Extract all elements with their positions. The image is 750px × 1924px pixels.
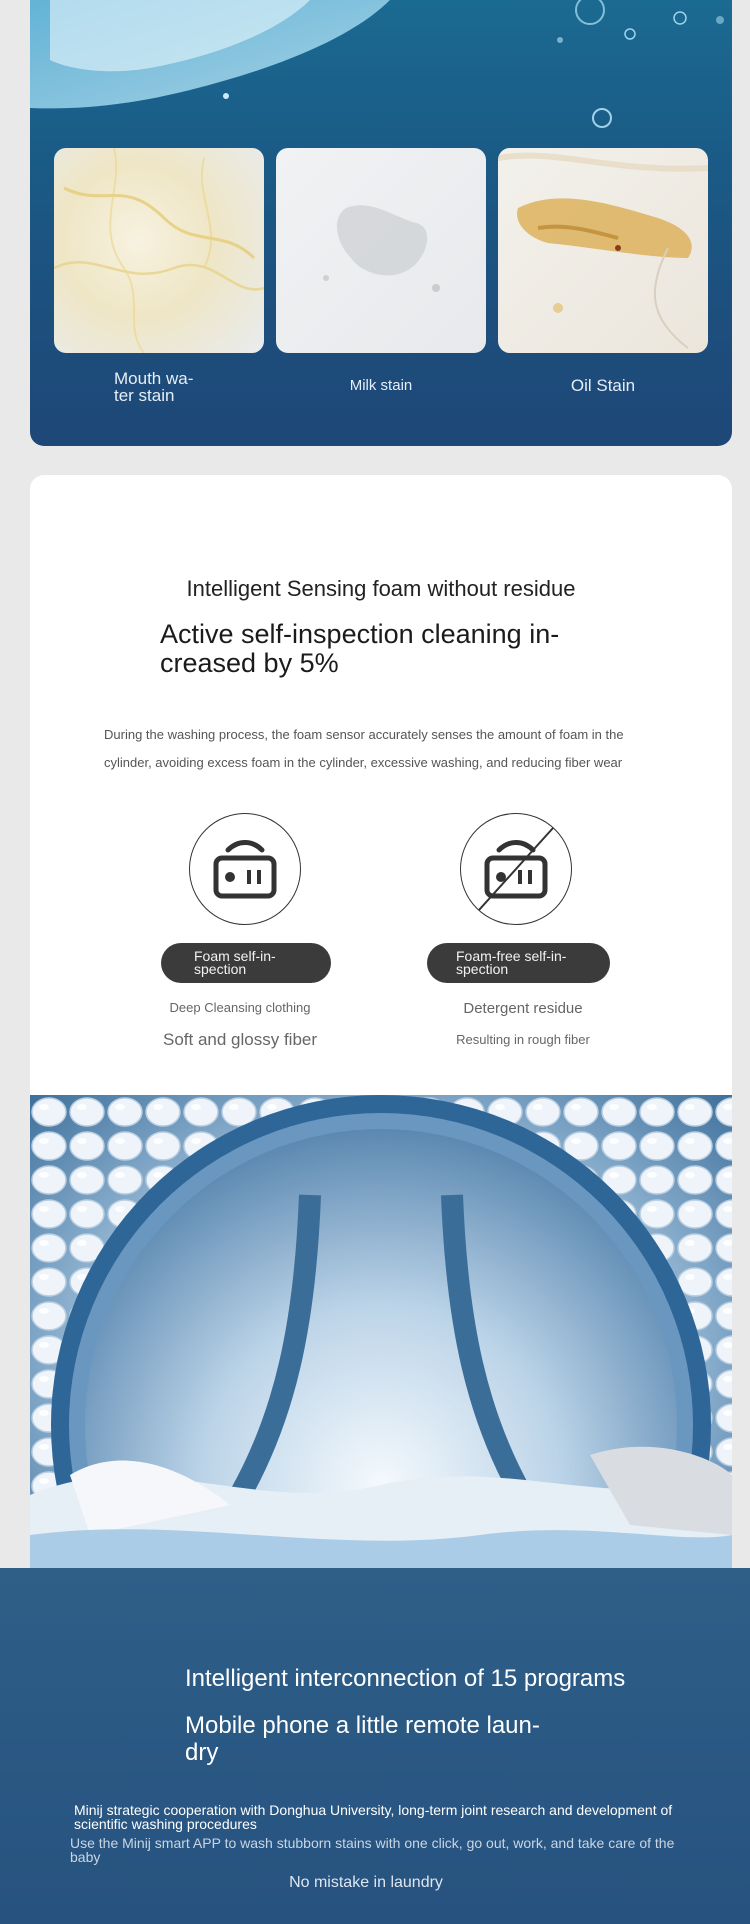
washing-drum-image — [30, 1095, 732, 1568]
stain-label-oil: Oil Stain — [570, 376, 636, 395]
app-title-programs: Intelligent interconnection of 15 programs — [185, 1665, 626, 1692]
stain-label-mouth-water: Mouth wa- ter stain — [114, 369, 194, 405]
foam-subtitle: Intelligent Sensing foam without residue — [186, 576, 576, 601]
foam-free-self-inspection-label: Foam-free self-in- spection — [456, 948, 567, 977]
app-title-remote: Mobile phone a little remote laun- dry — [185, 1712, 540, 1766]
stain-tile-oil — [498, 148, 708, 353]
foam-section — [30, 475, 732, 1095]
foam-free-self-inspection-pill — [427, 943, 610, 983]
stain-label-milk: Milk stain — [349, 377, 413, 394]
water-splash-image — [30, 0, 732, 140]
app-section — [0, 1568, 750, 1924]
foam-sensor-icon — [189, 813, 301, 925]
foam-self-inspection-label: Foam self-in- spection — [194, 948, 276, 977]
app-footer-text: No mistake in laundry — [289, 1874, 443, 1891]
caption-rough-fiber: Resulting in rough fiber — [456, 1032, 590, 1047]
foam-self-inspection-pill — [161, 943, 331, 983]
caption-deep-cleansing: Deep Cleansing clothing — [169, 1000, 311, 1015]
foam-title: Active self-inspection cleaning in- creased by 5% — [160, 619, 560, 678]
caption-soft-glossy: Soft and glossy fiber — [162, 1030, 318, 1049]
stain-tile-milk — [276, 148, 486, 353]
stain-tile-mouth-water — [54, 148, 264, 353]
app-description-research: Minij strategic cooperation with Donghua University, long-term joint research and development of scientific washing procedures — [74, 1802, 673, 1832]
app-description-smart-app: Use the Minij smart APP to wash stubborn stains with one click, go out, work, and take care of the baby — [70, 1835, 675, 1865]
stain-section — [30, 0, 732, 446]
foam-description: During the washing process, the foam sensor accurately senses the amount of foam in the cylinder, avoiding excess foam in the cylinder, excessive washing, and reducing fiber wear — [104, 727, 624, 770]
foam-sensor-disabled-icon — [460, 813, 572, 925]
caption-detergent-residue: Detergent residue — [463, 1000, 583, 1017]
